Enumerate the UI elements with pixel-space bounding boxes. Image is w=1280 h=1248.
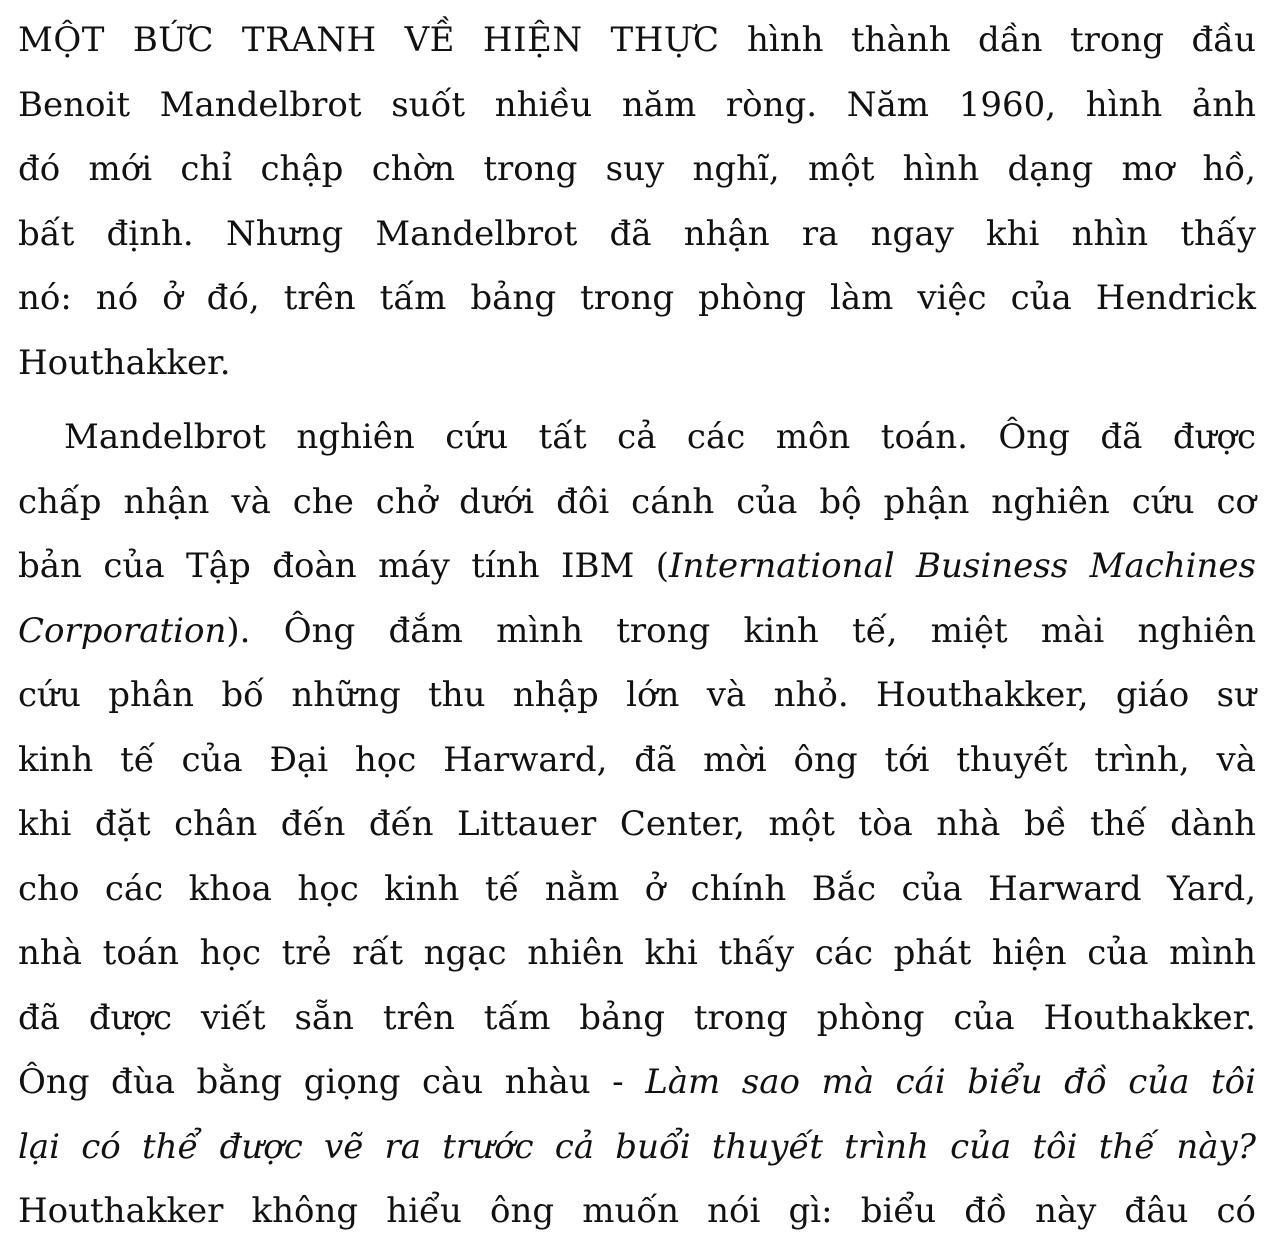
text-line bbox=[18, 137, 1256, 202]
text-line bbox=[18, 857, 1256, 922]
text-run: Houthakker không hiểu ông muốn nói gì: biểu đồ này đâu có bbox=[18, 1191, 1256, 1231]
text-line bbox=[18, 534, 1256, 599]
text-run: khi đặt chân đến đến Littauer Center, một tòa nhà bề thế dành bbox=[18, 804, 1256, 844]
text-run: chấp nhận và che chở dưới đôi cánh của bộ phận nghiên cứu cơ bbox=[18, 481, 1256, 522]
text-run: kinh tế của Đại học Harward, đã mời ông tới thuyết trình, và bbox=[18, 739, 1256, 780]
text-line bbox=[18, 331, 1256, 396]
text-run: Ông đùa bằng giọng càu nhàu - bbox=[18, 1062, 646, 1102]
text-run: Houthakker. bbox=[18, 342, 231, 383]
text-line bbox=[18, 266, 1256, 331]
text-line bbox=[18, 470, 1256, 535]
italic-text: International Business Machines bbox=[669, 546, 1256, 586]
text-run: cho các khoa học kinh tế nằm ở chính Bắc của Harward Yard, bbox=[18, 868, 1256, 909]
text-line bbox=[18, 73, 1256, 138]
text-run: ). Ông đắm mình trong kinh tế, miệt mài nghiên bbox=[226, 610, 1256, 651]
italic-text: Làm sao mà cái biểu đồ của tôi bbox=[645, 1062, 1256, 1102]
text-line bbox=[18, 728, 1256, 793]
text-run: bản của Tập đoàn máy tính IBM ( bbox=[18, 546, 670, 586]
text-line bbox=[18, 8, 1256, 73]
paragraph bbox=[18, 405, 1256, 1244]
text-line bbox=[18, 1115, 1256, 1180]
text-run: nhà toán học trẻ rất ngạc nhiên khi thấy các phát hiện của mình bbox=[18, 933, 1256, 973]
text-line bbox=[18, 921, 1256, 986]
italic-text: Corporation bbox=[18, 610, 227, 651]
text-run: hình thành dần trong đầu bbox=[719, 20, 1256, 60]
text-line bbox=[18, 1050, 1256, 1115]
text-run: cứu phân bố những thu nhập lớn và nhỏ. Houthakker, giáo sư bbox=[18, 675, 1256, 715]
text-run: đã được viết sẵn trên tấm bảng trong phòng của Houthakker. bbox=[18, 997, 1256, 1038]
text-line bbox=[18, 405, 1256, 470]
text-line bbox=[18, 663, 1256, 728]
text-line bbox=[18, 202, 1256, 267]
text-run: bất định. Nhưng Mandelbrot đã nhận ra ngay khi nhìn thấy bbox=[18, 213, 1256, 254]
paragraph bbox=[18, 8, 1256, 395]
text-line bbox=[18, 599, 1256, 664]
text-run: Mandelbrot nghiên cứu tất cả các môn toán. Ông đã được bbox=[64, 417, 1256, 457]
text-run: đó mới chỉ chập chờn trong suy nghĩ, một hình dạng mơ hồ, bbox=[18, 149, 1256, 189]
text-run: Benoit Mandelbrot suốt nhiều năm ròng. Năm 1960, hình ảnh bbox=[18, 84, 1256, 125]
book-page bbox=[18, 8, 1256, 1244]
text-run: nó: nó ở đó, trên tấm bảng trong phòng làm việc của Hendrick bbox=[18, 278, 1256, 318]
text-line bbox=[18, 986, 1256, 1051]
text-line bbox=[18, 1179, 1256, 1244]
text-line bbox=[18, 792, 1256, 857]
italic-text: lại có thể được vẽ ra trước cả buổi thuyết trình của tôi thế này? bbox=[18, 1126, 1256, 1167]
small-caps-lead-in: MỘT BỨC TRANH VỀ HIỆN THỰC bbox=[18, 20, 720, 60]
